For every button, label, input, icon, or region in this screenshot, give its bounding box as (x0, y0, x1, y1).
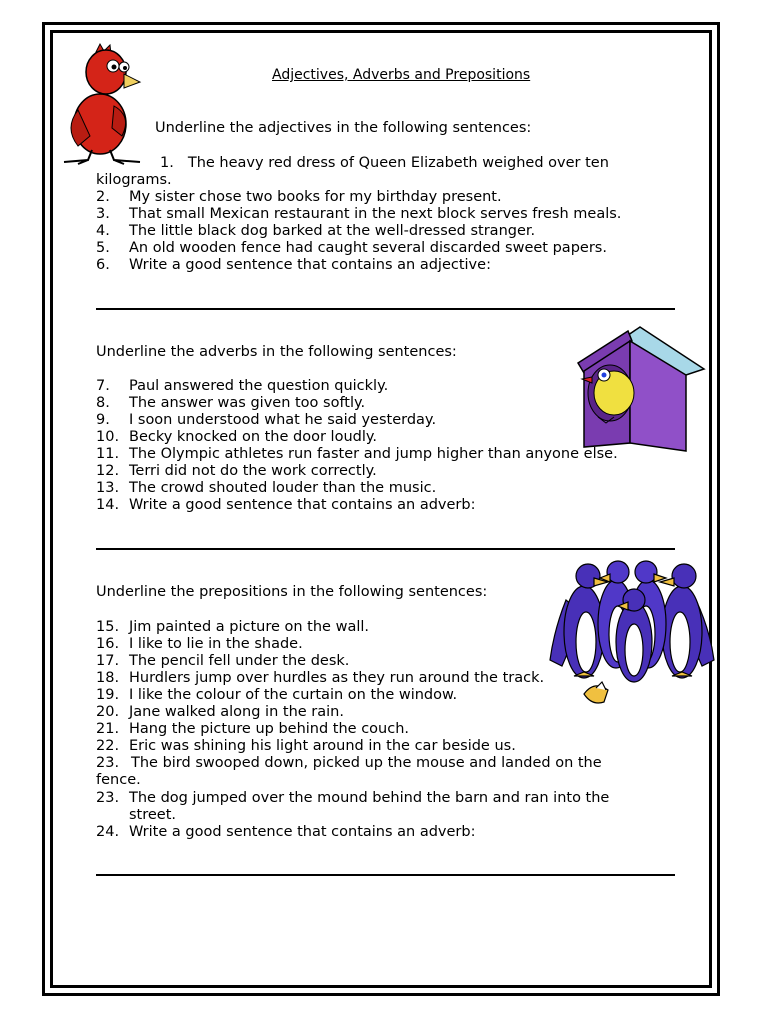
item-number: 12. (96, 463, 120, 479)
item-number: 8. (96, 395, 110, 411)
item-text: The dog jumped over the mound behind the barn and ran into the (129, 790, 610, 806)
item-number: 20. (96, 704, 120, 720)
item-number: 9. (96, 412, 110, 428)
item-text: The heavy red dress of Queen Elizabeth weighed over ten (187, 155, 609, 171)
item-text: I soon understood what he said yesterday. (129, 412, 437, 428)
item-number: 13. (96, 480, 120, 496)
section1-instruction: Underline the adjectives in the following sentences: (155, 120, 532, 136)
item-number: 10. (96, 429, 120, 445)
item-number: 23. (96, 790, 120, 806)
birdhouse-clipart (568, 325, 710, 455)
item-text: Terri did not do the work correctly. (129, 463, 377, 479)
section2-instruction: Underline the adverbs in the following sentences: (96, 344, 457, 360)
item-number: 4. (96, 223, 110, 239)
item-number: 3. (96, 206, 110, 222)
item-continuation: street. (129, 807, 177, 823)
answer-line-3 (96, 874, 675, 876)
item-number: 14. (96, 497, 120, 513)
item-text: Becky knocked on the door loudly. (129, 429, 377, 445)
item-text: Jim painted a picture on the wall. (129, 619, 370, 635)
item-text: The bird swooped down, picked up the mouse and landed on the (131, 755, 602, 771)
item-text: The crowd shouted louder than the music. (129, 480, 437, 496)
item-number: 21. (96, 721, 120, 737)
item-number: 22. (96, 738, 120, 754)
item-number: 2. (96, 189, 110, 205)
item-text: I like to lie in the shade. (129, 636, 303, 652)
item-text: The pencil fell under the desk. (129, 653, 350, 669)
item-text: Hang the picture up behind the couch. (129, 721, 410, 737)
item-text: Paul answered the question quickly. (129, 378, 389, 394)
item-text: The answer was given too softly. (129, 395, 366, 411)
section3-instruction: Underline the prepositions in the following sentences: (96, 584, 488, 600)
item-text: My sister chose two books for my birthday present. (129, 189, 502, 205)
item-text: Eric was shining his light around in the car beside us. (129, 738, 516, 754)
item-number: 23. (96, 755, 120, 771)
item-number: 17. (96, 653, 120, 669)
answer-line-1 (96, 308, 675, 310)
item-text: Write a good sentence that contains an adverb: (129, 497, 476, 513)
item-number: 16. (96, 636, 120, 652)
item-number: 7. (96, 378, 110, 394)
list-item (160, 155, 609, 172)
item-number: 24. (96, 824, 120, 840)
item-number: 6. (96, 257, 110, 273)
item-text: The Olympic athletes run faster and jump higher than anyone else. (129, 446, 618, 462)
penguins-clipart (544, 560, 718, 710)
item-continuation: kilograms. (96, 172, 172, 188)
item-number: 18. (96, 670, 120, 686)
item-number: 11. (96, 446, 120, 462)
worksheet-title: Adjectives, Adverbs and Prepositions (272, 67, 531, 83)
item-number: 5. (96, 240, 110, 256)
item-text: Write a good sentence that contains an adverb: (129, 824, 476, 840)
red-bird-clipart (56, 42, 148, 166)
item-text: An old wooden fence had caught several discarded sweet papers. (129, 240, 607, 256)
item-text: That small Mexican restaurant in the next block serves fresh meals. (129, 206, 622, 222)
item-text: Jane walked along in the rain. (129, 704, 344, 720)
item-number: 19. (96, 687, 120, 703)
item-continuation: fence. (96, 772, 141, 788)
item-text: The little black dog barked at the well-dressed stranger. (129, 223, 536, 239)
item-text: Write a good sentence that contains an adjective: (129, 257, 491, 273)
item-text: I like the colour of the curtain on the window. (129, 687, 458, 703)
item-number: 1. (160, 155, 174, 171)
answer-line-2 (96, 548, 675, 550)
item-number: 15. (96, 619, 120, 635)
item-text: Hurdlers jump over hurdles as they run around the track. (129, 670, 545, 686)
